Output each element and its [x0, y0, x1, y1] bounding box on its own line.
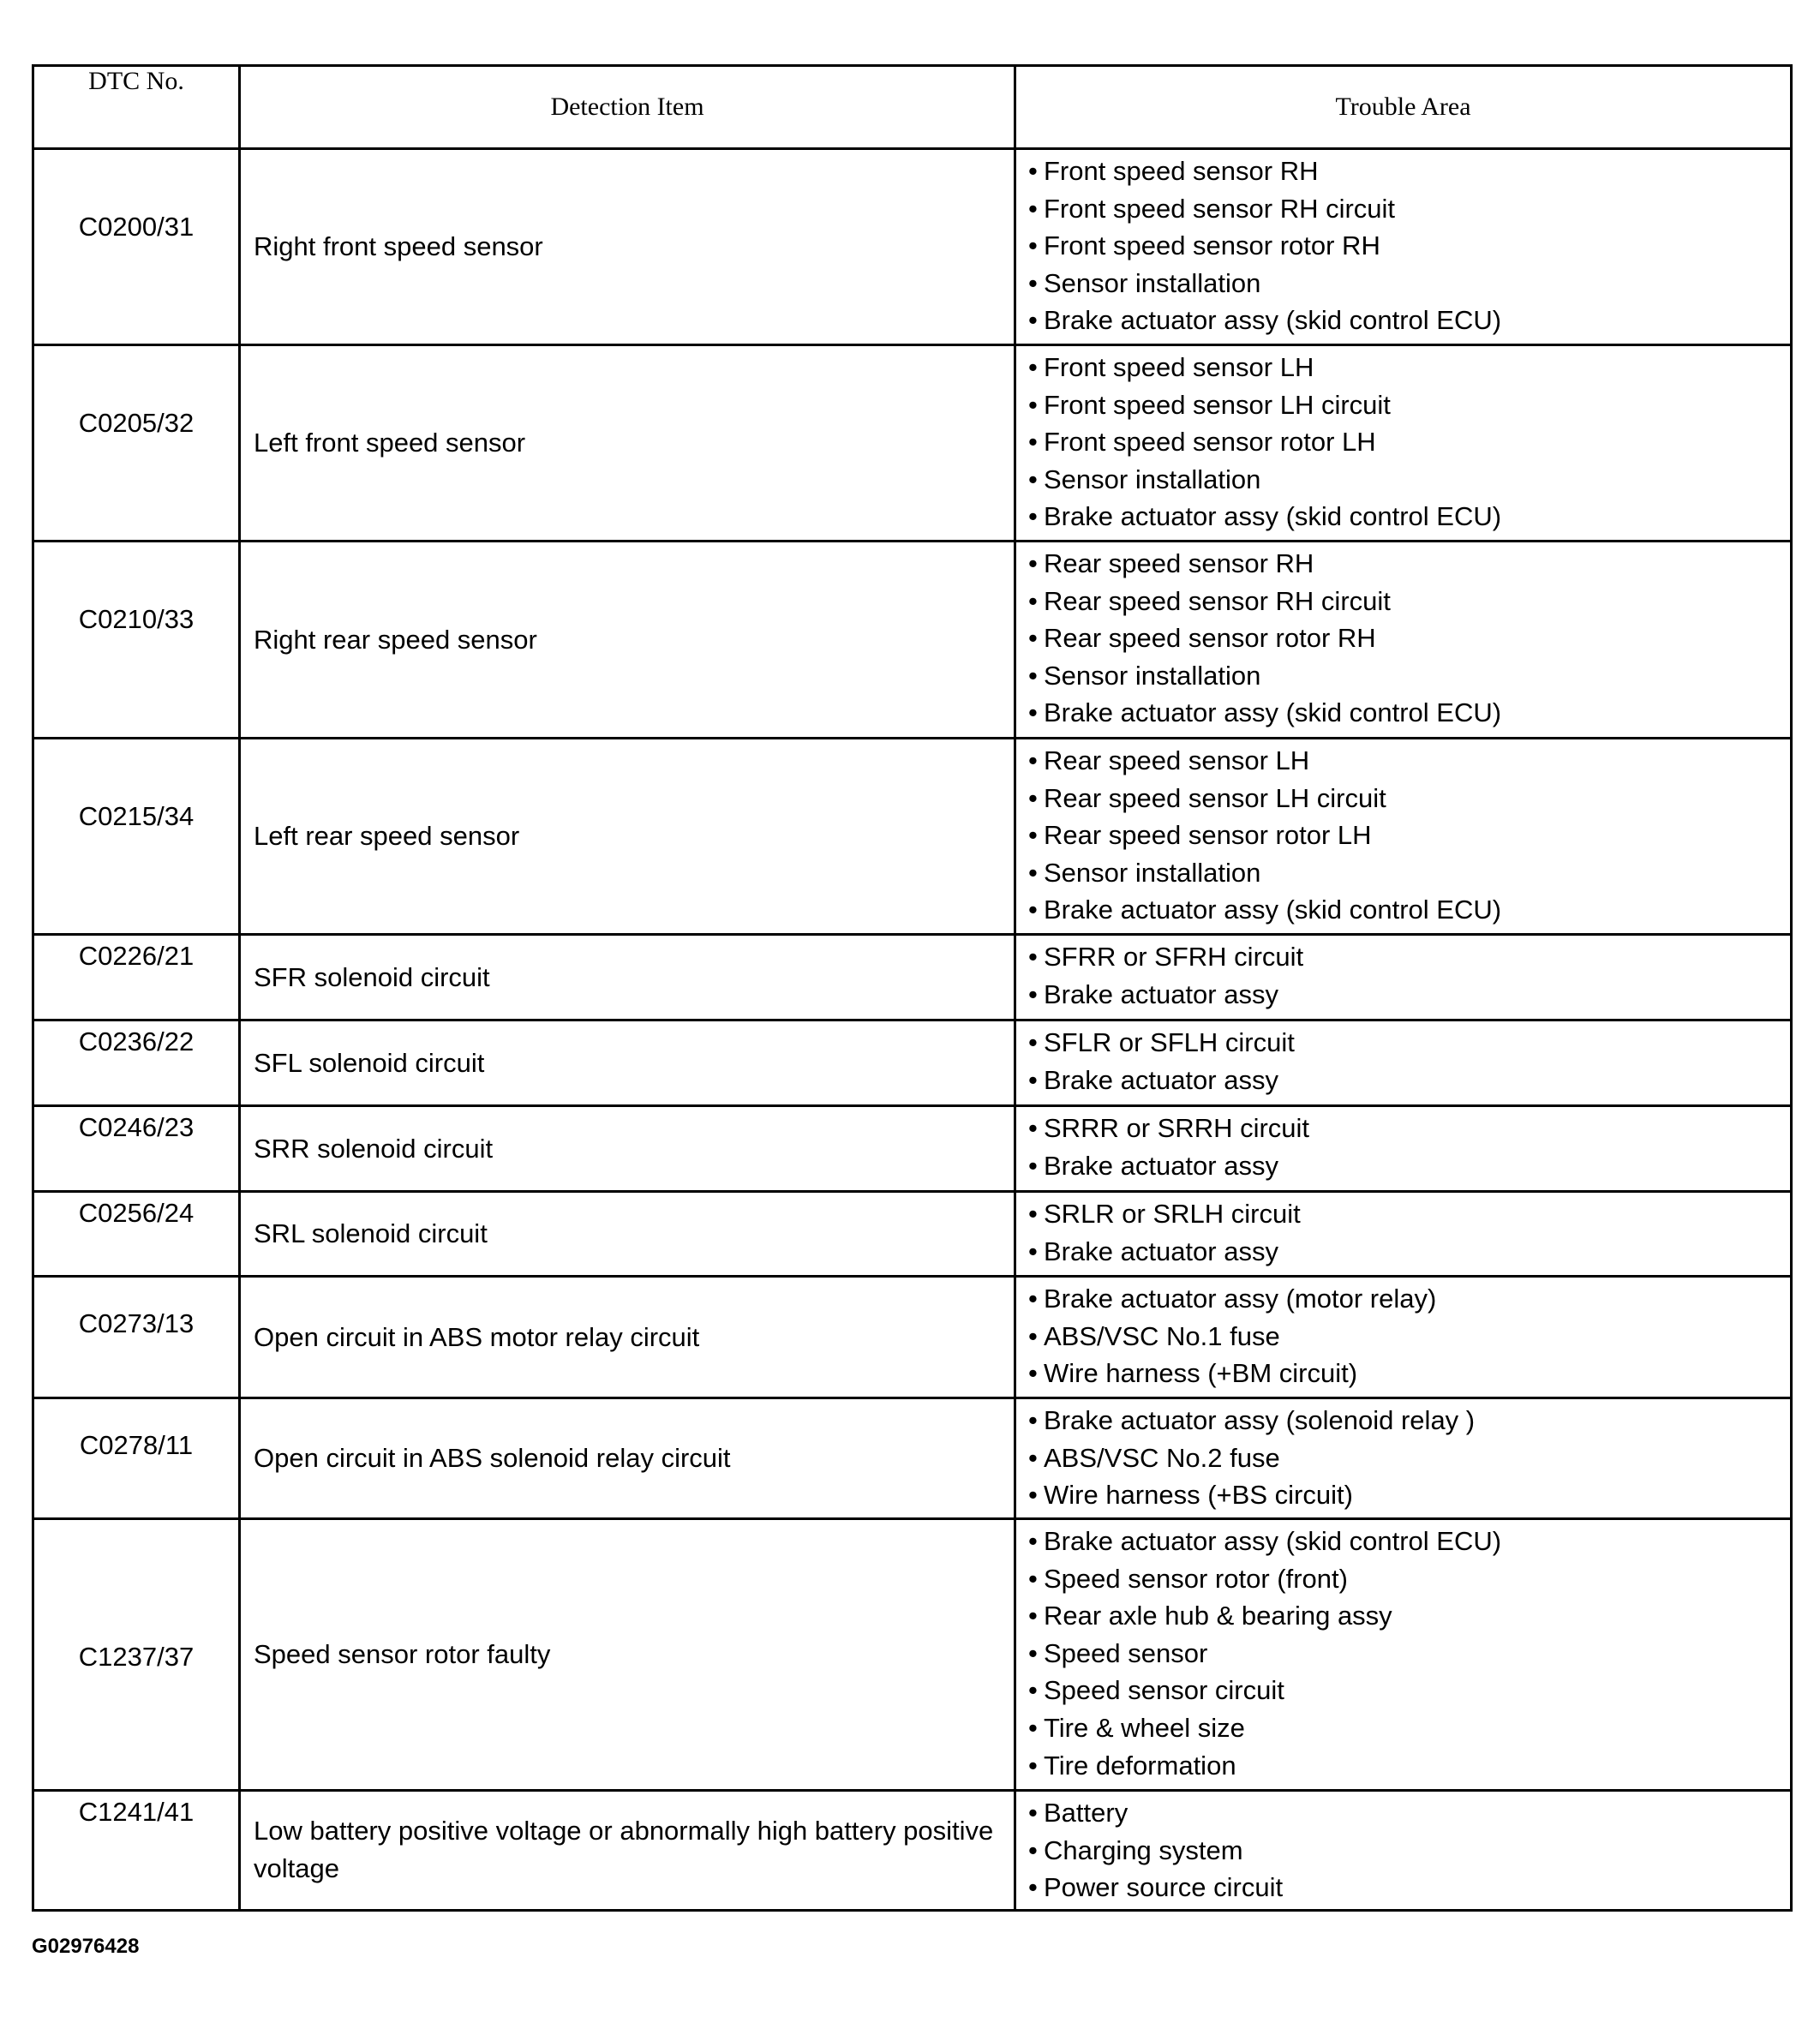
trouble-area-text: ABS/VSC No.2 fuse: [1044, 1442, 1280, 1473]
trouble-area-item: [1028, 1233, 1790, 1271]
trouble-area-item: [1028, 1402, 1790, 1439]
trouble-area-item: [1028, 891, 1790, 929]
trouble-area-text: Front speed sensor rotor RH: [1044, 230, 1380, 261]
trouble-area-text: Front speed sensor LH circuit: [1044, 389, 1391, 420]
detection-item: Left rear speed sensor: [240, 739, 1015, 935]
trouble-area-text: Front speed sensor RH circuit: [1044, 193, 1396, 224]
trouble-area-item: [1028, 817, 1790, 854]
trouble-area-text: Front speed sensor rotor LH: [1044, 427, 1376, 458]
trouble-area-text: Brake actuator assy (skid control ECU): [1044, 501, 1502, 532]
table-row: [33, 345, 1792, 542]
detection-item: SRR solenoid circuit: [240, 1106, 1015, 1192]
detection-item: Low battery positive voltage or abnormally high battery positive voltage: [240, 1791, 1015, 1911]
trouble-area-list: [1028, 349, 1790, 536]
detection-item: Right front speed sensor: [240, 149, 1015, 345]
trouble-area-text: Front speed sensor RH: [1044, 156, 1319, 186]
trouble-area-item: [1028, 1280, 1790, 1318]
trouble-area-item: [1028, 1635, 1790, 1673]
detection-item: Open circuit in ABS solenoid relay circuit: [240, 1398, 1015, 1519]
table-row: [33, 1106, 1792, 1192]
dtc-code: C0200/31: [33, 149, 240, 345]
trouble-area-item: [1028, 854, 1790, 892]
trouble-area-item: [1028, 1439, 1790, 1477]
trouble-area-text: Rear axle hub & bearing assy: [1044, 1601, 1392, 1631]
trouble-area-item: [1028, 938, 1790, 976]
detection-item: Speed sensor rotor faulty: [240, 1519, 1015, 1791]
trouble-area-item: [1028, 1110, 1790, 1147]
table-row: [33, 149, 1792, 345]
table-row: [33, 542, 1792, 739]
dtc-code: C1241/41: [33, 1791, 240, 1911]
trouble-area-text: Rear speed sensor RH circuit: [1044, 585, 1391, 616]
trouble-area-text: Tire & wheel size: [1044, 1712, 1245, 1743]
trouble-area-item: [1028, 349, 1790, 386]
dtc-code: C0273/13: [33, 1277, 240, 1398]
trouble-area-text: Brake actuator assy (motor relay): [1044, 1284, 1437, 1314]
trouble-area: [1015, 935, 1792, 1020]
dtc-code: C0210/33: [33, 542, 240, 739]
dtc-table: [32, 64, 1793, 1912]
table-row: [33, 1192, 1792, 1277]
trouble-area-item: [1028, 153, 1790, 190]
table-body: [33, 149, 1792, 1911]
detection-item: Right rear speed sensor: [240, 542, 1015, 739]
trouble-area-text: SFRR or SFRH circuit: [1044, 942, 1304, 972]
trouble-area-text: Charging system: [1044, 1834, 1243, 1865]
trouble-area-text: SRRR or SRRH circuit: [1044, 1113, 1310, 1143]
trouble-area-list: [1028, 1195, 1790, 1270]
trouble-area-item: [1028, 694, 1790, 732]
trouble-area-text: Brake actuator assy (skid control ECU): [1044, 697, 1502, 728]
detection-item: Left front speed sensor: [240, 345, 1015, 542]
trouble-area-item: [1028, 1062, 1790, 1099]
trouble-area-text: Battery: [1044, 1798, 1129, 1828]
dtc-code: C0256/24: [33, 1192, 240, 1277]
trouble-area-list: [1028, 938, 1790, 1013]
dtc-code: C0236/22: [33, 1020, 240, 1106]
trouble-area-item: [1028, 583, 1790, 620]
trouble-area: [1015, 1791, 1792, 1911]
trouble-area-item: [1028, 780, 1790, 817]
detection-item: SFR solenoid circuit: [240, 935, 1015, 1020]
trouble-area-item: [1028, 423, 1790, 461]
trouble-area-item: [1028, 742, 1790, 780]
trouble-area-item: [1028, 227, 1790, 265]
trouble-area-list: [1028, 1024, 1790, 1098]
header-row: [33, 66, 1792, 149]
trouble-area-item: [1028, 1195, 1790, 1233]
trouble-area-list: [1028, 153, 1790, 339]
trouble-area-text: Speed sensor rotor (front): [1044, 1563, 1348, 1594]
trouble-area-text: Front speed sensor LH: [1044, 352, 1314, 382]
table-row: [33, 1519, 1792, 1791]
dtc-code: C0226/21: [33, 935, 240, 1020]
trouble-area-text: Rear speed sensor LH circuit: [1044, 782, 1386, 813]
header-trouble-area: Trouble Area: [1015, 66, 1792, 149]
trouble-area-text: Speed sensor: [1044, 1637, 1208, 1668]
trouble-area-text: Power source circuit: [1044, 1872, 1284, 1903]
dtc-code: C0278/11: [33, 1398, 240, 1519]
trouble-area-text: Brake actuator assy (solenoid relay ): [1044, 1405, 1476, 1435]
trouble-area-list: [1028, 1280, 1790, 1392]
trouble-area-list: [1028, 1794, 1790, 1906]
trouble-area-item: [1028, 1672, 1790, 1709]
table-row: [33, 1398, 1792, 1519]
detection-item: SRL solenoid circuit: [240, 1192, 1015, 1277]
table-row: [33, 1277, 1792, 1398]
detection-item: SFL solenoid circuit: [240, 1020, 1015, 1106]
trouble-area: [1015, 542, 1792, 739]
trouble-area-text: Brake actuator assy: [1044, 979, 1278, 1009]
header-detection-item: Detection Item: [240, 66, 1015, 149]
trouble-area-item: [1028, 461, 1790, 499]
trouble-area-text: Brake actuator assy (skid control ECU): [1044, 895, 1502, 925]
trouble-area: [1015, 1277, 1792, 1398]
trouble-area-item: [1028, 302, 1790, 339]
trouble-area-item: [1028, 498, 1790, 536]
trouble-area: [1015, 1398, 1792, 1519]
trouble-area-list: [1028, 1523, 1790, 1784]
trouble-area-text: SRLR or SRLH circuit: [1044, 1199, 1301, 1229]
trouble-area-item: [1028, 1355, 1790, 1392]
dtc-code: C1237/37: [33, 1519, 240, 1791]
dtc-code: C0215/34: [33, 739, 240, 935]
trouble-area-text: Sensor installation: [1044, 857, 1261, 888]
trouble-area-list: [1028, 1110, 1790, 1184]
trouble-area: [1015, 345, 1792, 542]
table-row: [33, 935, 1792, 1020]
trouble-area-item: [1028, 619, 1790, 657]
trouble-area-item: [1028, 545, 1790, 583]
trouble-area-item: [1028, 1709, 1790, 1747]
trouble-area-text: ABS/VSC No.1 fuse: [1044, 1320, 1280, 1351]
trouble-area-list: [1028, 742, 1790, 929]
trouble-area-text: Rear speed sensor LH: [1044, 745, 1310, 775]
trouble-area-item: [1028, 190, 1790, 228]
trouble-area-item: [1028, 386, 1790, 424]
trouble-area: [1015, 1106, 1792, 1192]
trouble-area-text: Sensor installation: [1044, 464, 1261, 494]
trouble-area-text: SFLR or SFLH circuit: [1044, 1027, 1295, 1057]
figure-id: G02976428: [32, 1935, 140, 1958]
trouble-area-item: [1028, 1747, 1790, 1785]
dtc-code: C0246/23: [33, 1106, 240, 1192]
trouble-area-text: Brake actuator assy: [1044, 1064, 1278, 1095]
trouble-area-item: [1028, 1318, 1790, 1356]
trouble-area: [1015, 1020, 1792, 1106]
trouble-area: [1015, 1519, 1792, 1791]
trouble-area-item: [1028, 1024, 1790, 1062]
dtc-code: C0205/32: [33, 345, 240, 542]
trouble-area-text: Brake actuator assy: [1044, 1150, 1278, 1181]
trouble-area-text: Rear speed sensor rotor RH: [1044, 623, 1376, 654]
table-row: [33, 1791, 1792, 1911]
trouble-area-item: [1028, 976, 1790, 1014]
trouble-area-item: [1028, 1476, 1790, 1514]
trouble-area-text: Sensor installation: [1044, 660, 1261, 691]
trouble-area-item: [1028, 1869, 1790, 1906]
trouble-area-item: [1028, 1560, 1790, 1598]
trouble-area-text: Tire deformation: [1044, 1750, 1236, 1781]
trouble-area: [1015, 739, 1792, 935]
trouble-area-item: [1028, 1597, 1790, 1635]
trouble-area-text: Brake actuator assy: [1044, 1236, 1278, 1266]
trouble-area-text: Brake actuator assy (skid control ECU): [1044, 1526, 1502, 1556]
trouble-area-list: [1028, 545, 1790, 732]
trouble-area-item: [1028, 1794, 1790, 1832]
trouble-area-text: Rear speed sensor rotor LH: [1044, 820, 1372, 851]
trouble-area-text: Wire harness (+BS circuit): [1044, 1480, 1353, 1511]
table-row: [33, 1020, 1792, 1106]
trouble-area-item: [1028, 657, 1790, 695]
trouble-area-item: [1028, 1147, 1790, 1185]
trouble-area-text: Speed sensor circuit: [1044, 1675, 1284, 1706]
trouble-area-text: Wire harness (+BM circuit): [1044, 1358, 1358, 1389]
trouble-area-list: [1028, 1402, 1790, 1514]
trouble-area: [1015, 1192, 1792, 1277]
header-dtc-no: DTC No.: [33, 66, 240, 149]
trouble-area-text: Rear speed sensor RH: [1044, 548, 1314, 578]
detection-item: Open circuit in ABS motor relay circuit: [240, 1277, 1015, 1398]
trouble-area-item: [1028, 1523, 1790, 1560]
trouble-area: [1015, 149, 1792, 345]
trouble-area-text: Brake actuator assy (skid control ECU): [1044, 305, 1502, 336]
table-row: [33, 739, 1792, 935]
trouble-area-item: [1028, 1832, 1790, 1870]
trouble-area-text: Sensor installation: [1044, 267, 1261, 298]
trouble-area-item: [1028, 265, 1790, 302]
